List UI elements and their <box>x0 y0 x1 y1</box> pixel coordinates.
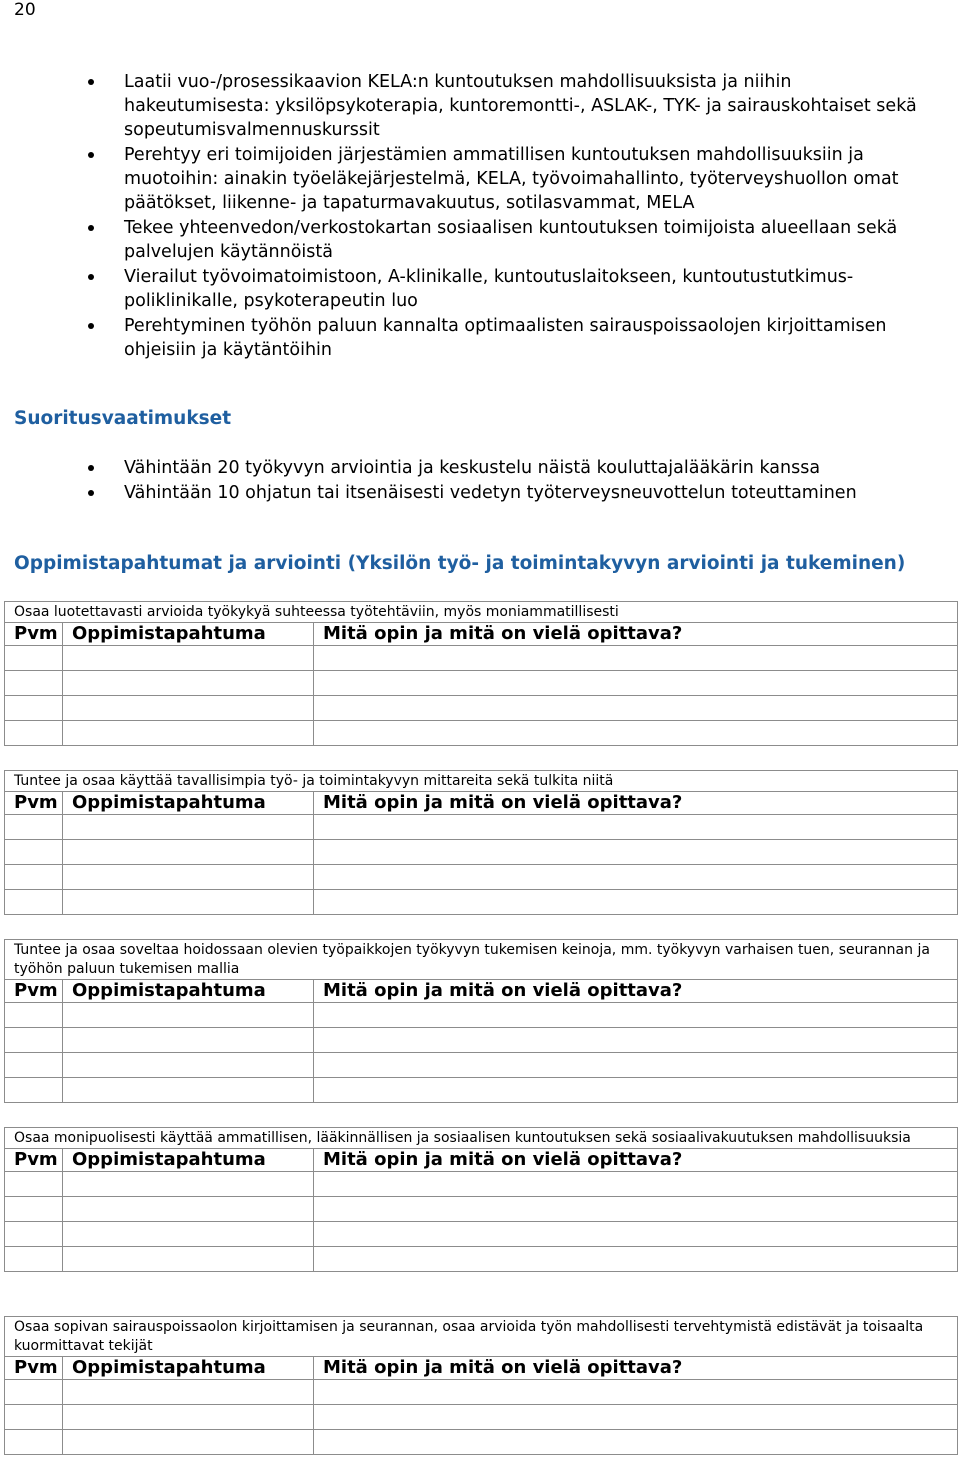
mita-opin-cell[interactable] <box>314 1405 958 1430</box>
table-row <box>5 721 958 746</box>
oppimistapahtuma-cell[interactable] <box>63 721 314 746</box>
list-item-text: Tekee yhteenvedon/verkostokartan sosiaalisen kuntoutuksen toimijoista alueellaan sekä palvelujen käytännöistä <box>124 218 898 262</box>
oppimistapahtuma-cell[interactable] <box>63 646 314 671</box>
table-row <box>5 840 958 865</box>
bullet-icon <box>88 274 94 280</box>
mita-opin-cell[interactable] <box>314 840 958 865</box>
table-row <box>5 1380 958 1405</box>
list-item-text: Laatii vuo-/prosessikaavion KELA:n kuntoutuksen mahdollisuuksista ja niihin hakeutumisesta: yksilöpsykoterapia, kuntoremontti-, ASLAK-, TYK- ja sairauskohtaiset sekä sopeutumisvalmennuskurssit <box>124 72 917 140</box>
header-oppimistapahtuma: Oppimistapahtuma <box>63 792 314 815</box>
table-row <box>5 1430 958 1455</box>
assessment-table <box>4 1316 958 1455</box>
list-item-text: Vierailut työvoimatoimistoon, A-klinikalle, kuntoutuslaitokseen, kuntoutustutkimus-poliklinikalle, psykoterapeutin luo <box>124 267 854 311</box>
mita-opin-cell[interactable] <box>314 1380 958 1405</box>
mita-opin-cell[interactable] <box>314 1197 958 1222</box>
list-item-text: Perehtyy eri toimijoiden järjestämien ammatillisen kuntoutuksen mahdollisuuksiin ja muotoihin: ainakin työeläkejärjestelmä, KELA, työvoimahallinto, työterveyshuollon omat päätökset, liikenne- ja tapaturmavakuutus, sotilasvammat, MELA <box>124 145 899 213</box>
mita-opin-cell[interactable] <box>314 815 958 840</box>
header-oppimistapahtuma: Oppimistapahtuma <box>63 980 314 1003</box>
header-oppimistapahtuma: Oppimistapahtuma <box>63 1357 314 1380</box>
requirements-list <box>0 456 960 506</box>
oppimistapahtuma-cell[interactable] <box>63 840 314 865</box>
oppimistapahtuma-cell[interactable] <box>63 671 314 696</box>
mita-opin-cell[interactable] <box>314 646 958 671</box>
bullet-icon <box>88 152 94 158</box>
pvm-cell[interactable] <box>5 1078 63 1103</box>
table-row <box>5 1078 958 1103</box>
pvm-cell[interactable] <box>5 1003 63 1028</box>
table-row <box>5 1003 958 1028</box>
pvm-cell[interactable] <box>5 865 63 890</box>
list-item <box>0 265 960 313</box>
oppimistapahtuma-cell[interactable] <box>63 865 314 890</box>
header-mita-opin: Mitä opin ja mitä on vielä opittava? <box>314 1357 958 1380</box>
page-number: 20 <box>14 0 36 20</box>
header-mita-opin: Mitä opin ja mitä on vielä opittava? <box>314 1149 958 1172</box>
list-item <box>0 456 960 480</box>
assessment-table <box>4 1127 958 1272</box>
header-mita-opin: Mitä opin ja mitä on vielä opittava? <box>314 623 958 646</box>
header-oppimistapahtuma: Oppimistapahtuma <box>63 623 314 646</box>
oppimistapahtuma-cell[interactable] <box>63 815 314 840</box>
oppimistapahtuma-cell[interactable] <box>63 1405 314 1430</box>
pvm-cell[interactable] <box>5 646 63 671</box>
mita-opin-cell[interactable] <box>314 1222 958 1247</box>
mita-opin-cell[interactable] <box>314 721 958 746</box>
assessment-table <box>4 601 958 746</box>
table-row <box>5 646 958 671</box>
table-row <box>5 1053 958 1078</box>
oppimistapahtuma-cell[interactable] <box>63 1028 314 1053</box>
table-row <box>5 671 958 696</box>
list-item <box>0 143 960 215</box>
pvm-cell[interactable] <box>5 1247 63 1272</box>
pvm-cell[interactable] <box>5 1197 63 1222</box>
header-pvm: Pvm <box>5 1149 63 1172</box>
mita-opin-cell[interactable] <box>314 1172 958 1197</box>
table-caption: Osaa luotettavasti arvioida työkykyä suhteessa työtehtäviin, myös moniammatillisesti <box>5 602 958 623</box>
section-heading-suoritusvaatimukset: Suoritusvaatimukset <box>14 408 232 429</box>
mita-opin-cell[interactable] <box>314 671 958 696</box>
list-item <box>0 70 960 142</box>
pvm-cell[interactable] <box>5 815 63 840</box>
pvm-cell[interactable] <box>5 840 63 865</box>
table-row <box>5 865 958 890</box>
section-heading-oppimistapahtumat: Oppimistapahtumat ja arviointi (Yksilön työ- ja toimintakyvyn arviointi ja tukeminen) <box>14 553 906 574</box>
table-row <box>5 815 958 840</box>
list-item-text: Perehtyminen työhön paluun kannalta optimaalisten sairauspoissaolojen kirjoittamisen ohjeisiin ja käytäntöihin <box>124 316 887 360</box>
table-row <box>5 1028 958 1053</box>
table-caption: Osaa monipuolisesti käyttää ammatillisen, lääkinnällisen ja sosiaalisen kuntoutuksen sekä sosiaalivakuutuksen mahdollisuuksia <box>5 1128 958 1149</box>
table-row <box>5 1172 958 1197</box>
table-caption: Osaa sopivan sairauspoissaolon kirjoittamisen ja seurannan, osaa arvioida työn mahdollisesti tervehtymistä edistävät ja toisaalta kuormittavat tekijät <box>5 1317 958 1357</box>
oppimistapahtuma-cell[interactable] <box>63 1197 314 1222</box>
mita-opin-cell[interactable] <box>314 1053 958 1078</box>
bullet-icon <box>88 465 94 471</box>
table-caption: Tuntee ja osaa soveltaa hoidossaan olevien työpaikkojen työkyvyn tukemisen keinoja, mm. työkyvyn varhaisen tuen, seurannan ja työhön paluun tukemisen mallia <box>5 940 958 980</box>
table-row <box>5 890 958 915</box>
oppimistapahtuma-cell[interactable] <box>63 1078 314 1103</box>
header-pvm: Pvm <box>5 792 63 815</box>
mita-opin-cell[interactable] <box>314 1247 958 1272</box>
table-row <box>5 1222 958 1247</box>
pvm-cell[interactable] <box>5 721 63 746</box>
oppimistapahtuma-cell[interactable] <box>63 1003 314 1028</box>
mita-opin-cell[interactable] <box>314 696 958 721</box>
oppimistapahtuma-cell[interactable] <box>63 1053 314 1078</box>
pvm-cell[interactable] <box>5 1380 63 1405</box>
table-row <box>5 1405 958 1430</box>
mita-opin-cell[interactable] <box>314 890 958 915</box>
bullet-icon <box>88 323 94 329</box>
pvm-cell[interactable] <box>5 696 63 721</box>
oppimistapahtuma-cell[interactable] <box>63 1247 314 1272</box>
oppimistapahtuma-cell[interactable] <box>63 1222 314 1247</box>
bullet-icon <box>88 225 94 231</box>
list-item-text: Vähintään 10 ohjatun tai itsenäisesti vedetyn työterveysneuvottelun toteuttaminen <box>124 483 857 503</box>
oppimistapahtuma-cell[interactable] <box>63 890 314 915</box>
table-row <box>5 1197 958 1222</box>
list-item <box>0 216 960 264</box>
oppimistapahtuma-cell[interactable] <box>63 696 314 721</box>
pvm-cell[interactable] <box>5 671 63 696</box>
pvm-cell[interactable] <box>5 1053 63 1078</box>
mita-opin-cell[interactable] <box>314 865 958 890</box>
assessment-table <box>4 770 958 915</box>
pvm-cell[interactable] <box>5 890 63 915</box>
oppimistapahtuma-cell[interactable] <box>63 1380 314 1405</box>
table-row <box>5 1247 958 1272</box>
bullet-icon <box>88 79 94 85</box>
pvm-cell[interactable] <box>5 1172 63 1197</box>
header-pvm: Pvm <box>5 623 63 646</box>
mita-opin-cell[interactable] <box>314 1078 958 1103</box>
header-oppimistapahtuma: Oppimistapahtuma <box>63 1149 314 1172</box>
mita-opin-cell[interactable] <box>314 1430 958 1455</box>
header-pvm: Pvm <box>5 1357 63 1380</box>
activity-list <box>0 70 960 363</box>
table-row <box>5 696 958 721</box>
pvm-cell[interactable] <box>5 1405 63 1430</box>
mita-opin-cell[interactable] <box>314 1003 958 1028</box>
header-mita-opin: Mitä opin ja mitä on vielä opittava? <box>314 792 958 815</box>
assessment-table <box>4 939 958 1103</box>
bullet-icon <box>88 490 94 496</box>
pvm-cell[interactable] <box>5 1222 63 1247</box>
list-item <box>0 481 960 505</box>
pvm-cell[interactable] <box>5 1028 63 1053</box>
list-item-text: Vähintään 20 työkyvyn arviointia ja keskustelu näistä kouluttajalääkärin kanssa <box>124 458 821 478</box>
oppimistapahtuma-cell[interactable] <box>63 1430 314 1455</box>
mita-opin-cell[interactable] <box>314 1028 958 1053</box>
list-item <box>0 314 960 362</box>
header-pvm: Pvm <box>5 980 63 1003</box>
pvm-cell[interactable] <box>5 1430 63 1455</box>
table-caption: Tuntee ja osaa käyttää tavallisimpia työ- ja toimintakyvyn mittareita sekä tulkita niitä <box>5 771 958 792</box>
header-mita-opin: Mitä opin ja mitä on vielä opittava? <box>314 980 958 1003</box>
oppimistapahtuma-cell[interactable] <box>63 1172 314 1197</box>
